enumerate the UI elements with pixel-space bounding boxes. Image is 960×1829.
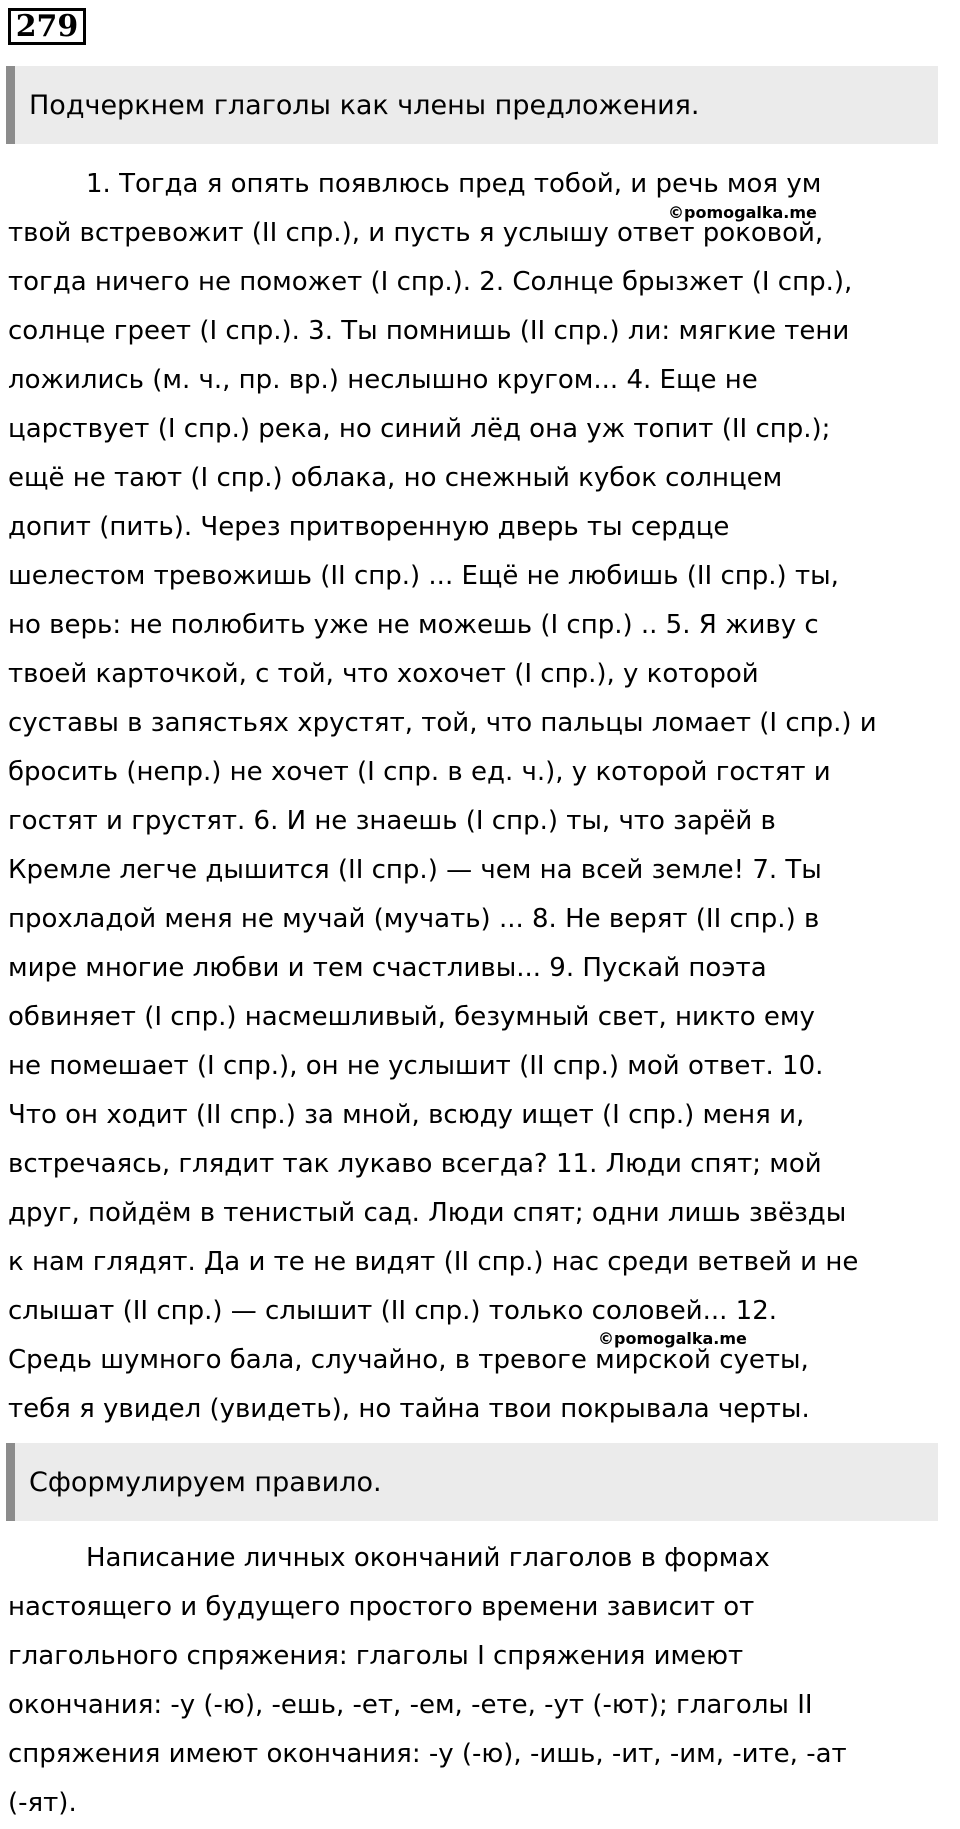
text-line: бросить (непр.) не хочет (I спр. в ед. ч.), у которой гостят и (8, 757, 831, 787)
text-line: гостят и грустят. 6. И не знаешь (I спр.) ты, что зарёй в (8, 806, 776, 836)
text-line: солнце греет (I спр.). 3. Ты помнишь (II спр.) ли: мягкие тени (8, 316, 850, 346)
text-line: царствует (I спр.) река, но синий лёд она уж топит (II спр.); (8, 414, 831, 444)
text-line: друг, пойдём в тенистый сад. Люди спят; одни лишь звёзды (8, 1198, 847, 1228)
text-line: суставы в запястьях хрустят, той, что пальцы ломает (I спр.) и (8, 708, 877, 738)
text-line: тогда ничего не поможет (I спр.). 2. Солнце брызжет (I спр.), (8, 267, 853, 297)
text-line: Средь шумного бала, случайно, в тревоге мирской суеты, (8, 1345, 809, 1375)
exercise-text (8, 160, 956, 1434)
text-line: обвиняет (I спр.) насмешливый, безумный свет, никто ему (8, 1002, 815, 1032)
text-line: мире многие любви и тем счастливы... 9. Пускай поэта (8, 953, 767, 983)
text-line: твой встревожит (II спр.), и пусть я услышу ответ роковой, (8, 218, 824, 248)
text-line: слышат (II спр.) — слышит (II спр.) только соловей... 12. (8, 1296, 778, 1326)
rule-line: настоящего и будущего простого времени зависит от (8, 1592, 755, 1622)
text-line: прохладой меня не мучай (мучать) ... 8. Не верят (II спр.) в (8, 904, 820, 934)
section-heading-rule (6, 1443, 938, 1521)
rule-line: спряжения имеют окончания: -у (-ю), -ишь, -ит, -им, -ите, -ат (8, 1739, 847, 1769)
rule-line: окончания: -у (-ю), -ешь, -ет, -ем, -ете, -ут (-ют); глаголы II (8, 1690, 813, 1720)
rule-line: (-ят). (8, 1788, 77, 1818)
text-line: допит (пить). Через притворенную дверь ты сердце (8, 512, 730, 542)
section-heading-underline-verbs (6, 66, 938, 144)
text-line: Что он ходит (II спр.) за мной, всюду ищет (I спр.) меня и, (8, 1100, 805, 1130)
rule-line: глагольного спряжения: глаголы I спряжения имеют (8, 1641, 744, 1671)
rule-text (8, 1534, 956, 1828)
heading-text: Подчеркнем глаголы как члены предложения. (29, 89, 700, 121)
text-line: но верь: не полюбить уже не можешь (I спр.) .. 5. Я живу с (8, 610, 819, 640)
text-line: не помешает (I спр.), он не услышит (II спр.) мой ответ. 10. (8, 1051, 824, 1081)
text-line: ещё не тают (I спр.) облака, но снежный кубок солнцем (8, 463, 783, 493)
exercise-number: 279 (8, 8, 86, 45)
text-line: твоей карточкой, с той, что хохочет (I спр.), у которой (8, 659, 759, 689)
text-line: ложились (м. ч., пр. вр.) неслышно кругом... 4. Еще не (8, 365, 758, 395)
text-line: к нам глядят. Да и те не видят (II спр.) нас среди ветвей и не (8, 1247, 859, 1277)
heading-text: Сформулируем правило. (29, 1466, 382, 1498)
text-line: тебя я увидел (увидеть), но тайна твои покрывала черты. (8, 1394, 810, 1424)
rule-line: Написание личных окончаний глаголов в формах (8, 1543, 770, 1573)
text-line: Кремле легче дышится (II спр.) — чем на всей земле! 7. Ты (8, 855, 822, 885)
watermark: ©pomogalka.me (668, 203, 817, 222)
text-line: встречаясь, глядит так лукаво всегда? 11. Люди спят; мой (8, 1149, 822, 1179)
text-line: 1. Тогда я опять появлюсь пред тобой, и речь моя ум (8, 169, 822, 199)
text-line: шелестом тревожишь (II спр.) ... Ещё не любишь (II спр.) ты, (8, 561, 839, 591)
watermark: ©pomogalka.me (598, 1329, 747, 1348)
